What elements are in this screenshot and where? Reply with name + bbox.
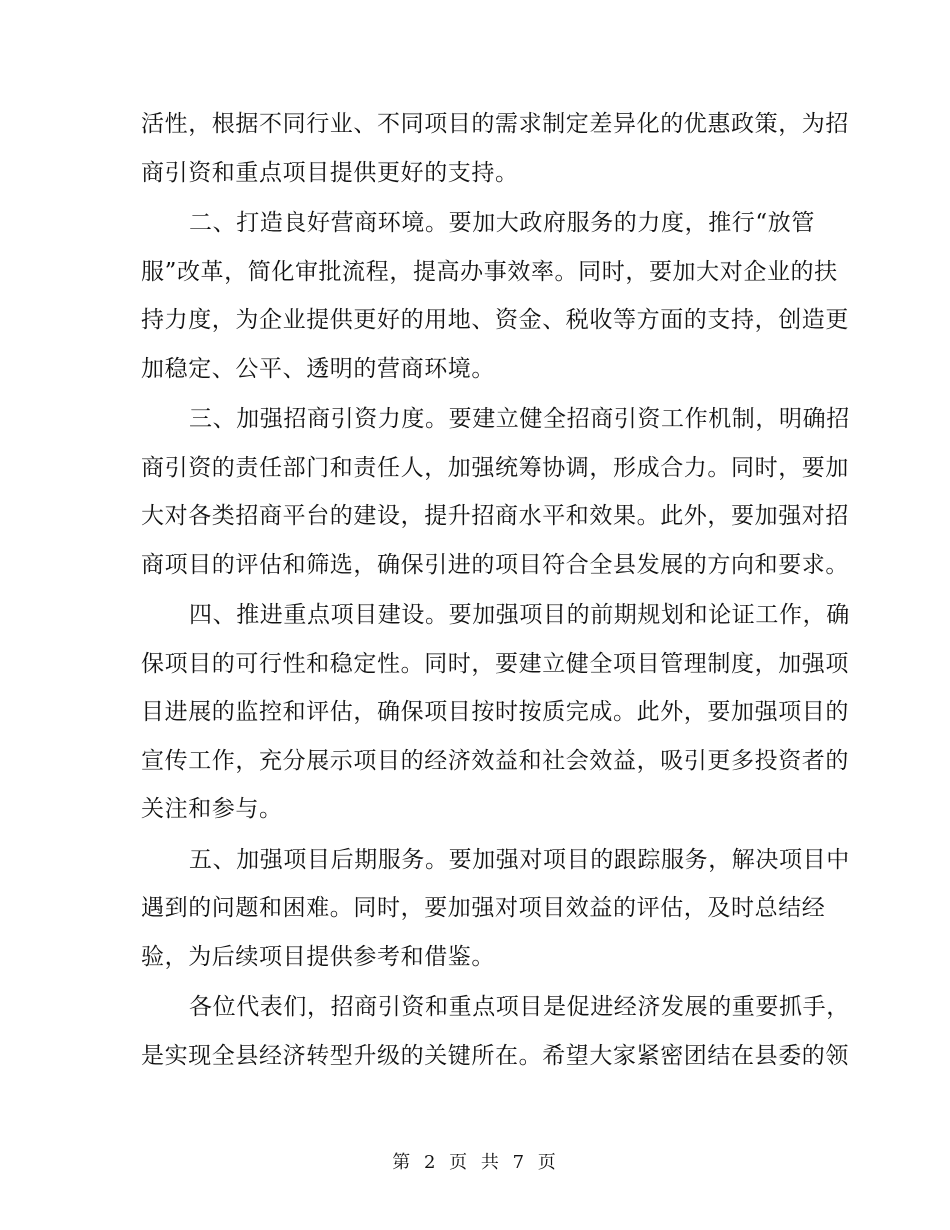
paragraph-closing-address: [141, 983, 850, 1080]
text-line: 各位代表们，招商引资和重点项目是促进经济发展的重要抓手，: [189, 994, 850, 1020]
text-line: 保项目的可行性和稳定性。同时，要建立健全项目管理制度，加强项: [141, 650, 849, 677]
paragraph-key-project-construction: [141, 591, 850, 834]
text-line: 商引资的责任部门和责任人，加强统筹协调，形成合力。同时，要加: [141, 454, 849, 481]
paragraph-incentive-policy: [141, 100, 849, 197]
text-line: 服”改革，简化审批流程，提高办事效率。同时，要加大对企业的扶: [141, 258, 838, 285]
paragraph-business-environment: [141, 199, 849, 393]
paragraph-post-project-service: [141, 836, 850, 982]
text-line: 关注和参与。: [141, 796, 283, 822]
text-line: 活性，根据不同行业、不同项目的需求制定差异化的优惠政策，为招: [141, 111, 849, 137]
text-line: 验，为后续项目提供参考和借鉴。: [141, 943, 495, 970]
text-line: 三、加强招商引资力度。要建立健全招商引资工作机制，明确招: [189, 406, 850, 432]
text-line: 持力度，为企业提供更好的用地、资金、税收等方面的支持，创造更: [141, 307, 849, 333]
text-line: 遇到的问题和困难。同时，要加强对项目效益的评估，及时总结经: [141, 895, 826, 921]
text-line: 二、打造良好营商环境。要加大政府服务的力度，推行“放管: [189, 210, 815, 236]
text-line: 目进展的监控和评估，确保项目按时按质完成。此外，要加强项目的: [141, 699, 849, 725]
text-line: 大对各类招商平台的建设，提升招商水平和效果。此外，要加强对招: [141, 503, 849, 529]
text-line: 五、加强项目后期服务。要加强对项目的跟踪服务，解决项目中: [189, 846, 850, 873]
text-line: 是实现全县经济转型升级的关键所在。希望大家紧密团结在县委的领: [141, 1042, 849, 1069]
document-body: [141, 100, 850, 1082]
page-number-footer: 第 2 页 共 7 页: [392, 1152, 558, 1173]
text-line: 加稳定、公平、透明的营商环境。: [141, 355, 495, 382]
paragraph-investment-attraction: [141, 395, 850, 589]
text-line: 宣传工作，充分展示项目的经济效益和社会效益，吸引更多投资者的: [141, 747, 849, 774]
text-line: 四、推进重点项目建设。要加强项目的前期规划和论证工作，确: [189, 602, 850, 628]
text-line: 商项目的评估和筛选，确保引进的项目符合全县发展的方向和要求。: [141, 551, 849, 578]
text-line: 商引资和重点项目提供更好的支持。: [141, 159, 519, 186]
